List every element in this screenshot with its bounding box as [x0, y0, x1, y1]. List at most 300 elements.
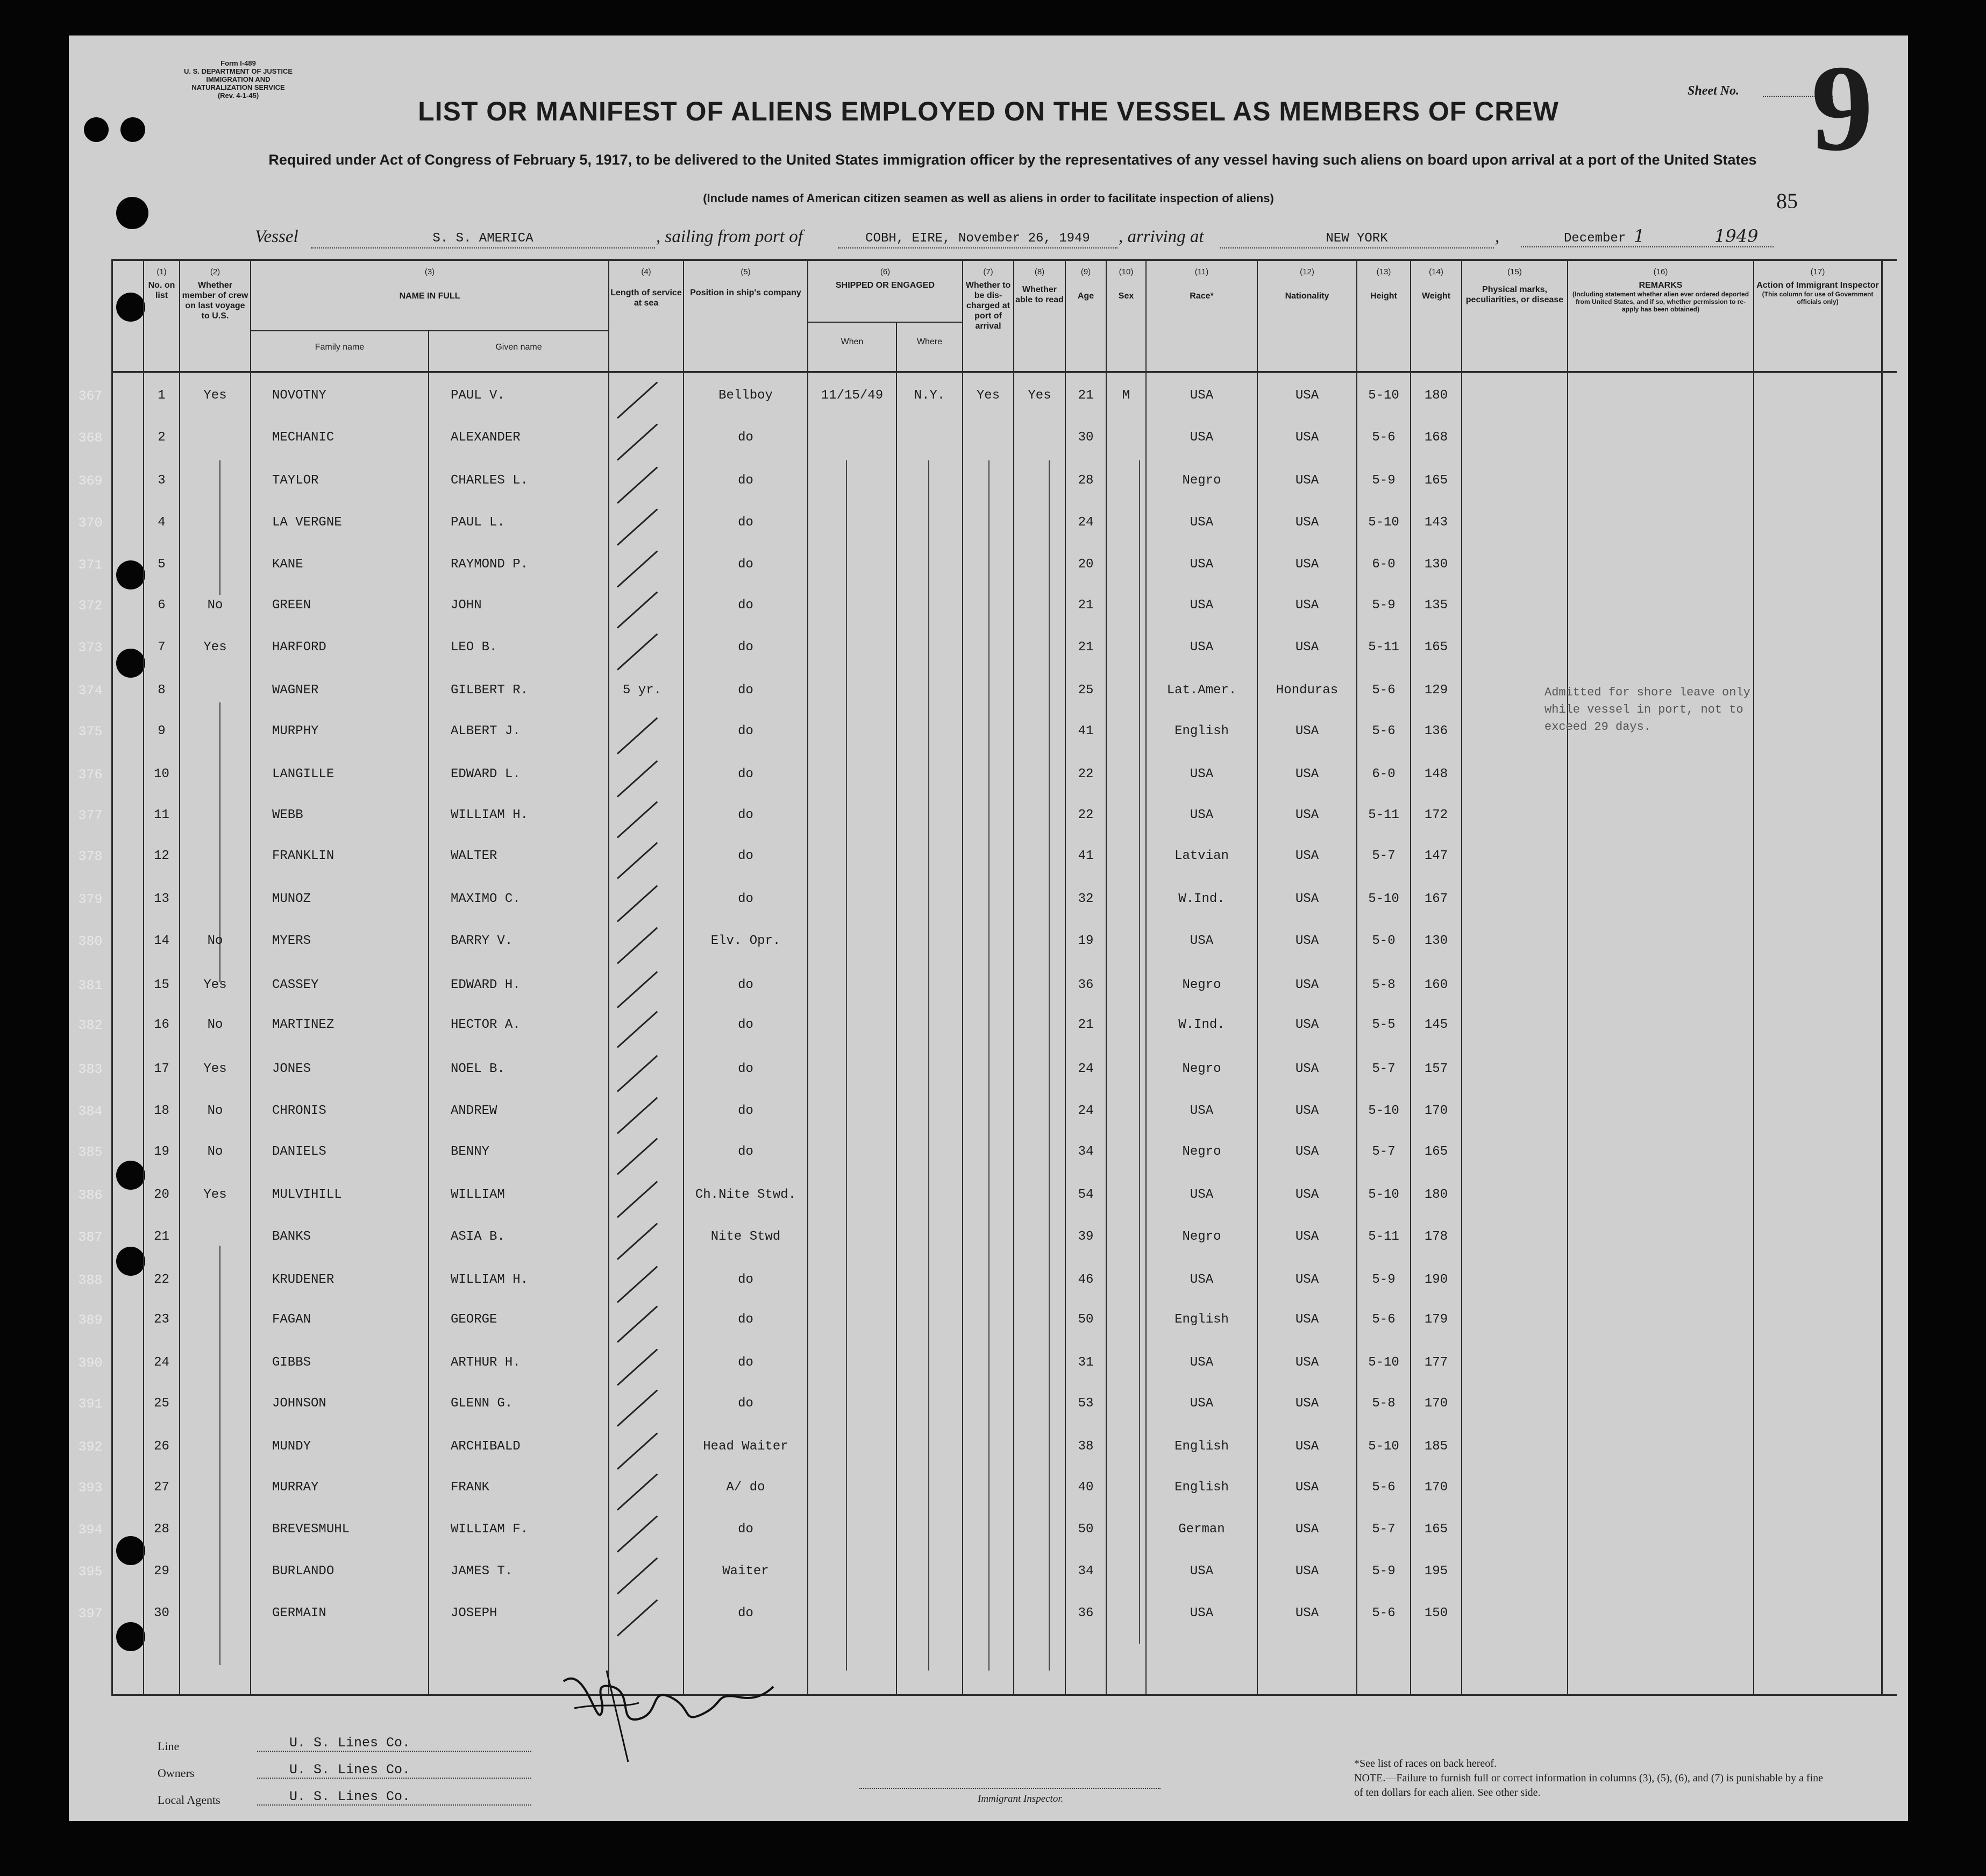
table-row — [69, 1145, 1908, 1182]
cell-line: 368 — [78, 430, 103, 446]
cell-position: do — [738, 1355, 753, 1370]
cell-family: HARFORD — [272, 640, 326, 655]
table-row — [69, 430, 1908, 468]
cell-no: 19 — [154, 1145, 169, 1159]
cell-given: WILLIAM F. — [451, 1522, 529, 1537]
cell-race: USA — [1190, 1396, 1214, 1411]
cell-height: 5-6 — [1372, 430, 1396, 445]
cell-given: ANDREW — [451, 1104, 497, 1118]
cell-height: 5-11 — [1368, 640, 1399, 655]
cell-given: GILBERT R. — [451, 683, 529, 698]
inspector-label: Immigrant Inspector. — [978, 1793, 1064, 1804]
cell-race: Negro — [1182, 978, 1221, 992]
cell-race: W.Ind. — [1178, 892, 1225, 906]
cell-height: 5-9 — [1372, 1273, 1396, 1287]
cell-position: do — [738, 1273, 753, 1287]
cell-nationality: USA — [1295, 1018, 1319, 1032]
cell-line: 387 — [78, 1230, 103, 1245]
cell-height: 5-7 — [1372, 1145, 1396, 1159]
cell-family: LANGILLE — [272, 767, 334, 781]
arriving-port: NEW YORK — [1220, 231, 1494, 248]
cell-age: 24 — [1078, 1062, 1094, 1076]
cell-given: WILLIAM H. — [451, 808, 529, 822]
cell-no: 20 — [154, 1188, 169, 1202]
penalty-note: NOTE.—Failure to furnish full or correct information in columns (3), (5), (6), and (7) is punishable by a fine of ten dollars for each alien. See other side. — [1354, 1772, 1824, 1799]
cell-given: ALBERT J. — [451, 724, 521, 738]
cell-weight: 165 — [1424, 1145, 1448, 1159]
cell-given: BENNY — [451, 1145, 490, 1159]
cell-given: JAMES T. — [451, 1564, 513, 1579]
cell-nationality: USA — [1295, 1273, 1319, 1287]
cell-height: 5-9 — [1372, 1564, 1396, 1579]
cell-nationality: USA — [1295, 1396, 1319, 1411]
cell-line: 391 — [78, 1396, 103, 1412]
cell-race: Latvian — [1174, 849, 1229, 863]
cell-family: MULVIHILL — [272, 1188, 342, 1202]
cell-age: 41 — [1078, 849, 1094, 863]
cell-age: 30 — [1078, 430, 1094, 445]
col-header-nationality: (12) Nationality — [1285, 267, 1329, 301]
cell-family: MECHANIC — [272, 430, 334, 445]
cell-family: GERMAIN — [272, 1606, 326, 1621]
cell-given: WILLIAM — [451, 1188, 505, 1202]
vessel-label: Vessel — [255, 227, 298, 246]
cell-weight: 165 — [1424, 473, 1448, 488]
cell-family: TAYLOR — [272, 473, 319, 488]
col-header-age: (9) Age — [1077, 267, 1094, 301]
cell-height: 5-9 — [1372, 598, 1396, 613]
table-row — [69, 934, 1908, 971]
cell-age: 38 — [1078, 1439, 1094, 1454]
col-header-when: When — [841, 337, 864, 346]
cell-nationality: USA — [1295, 388, 1319, 403]
table-top-border — [111, 259, 1897, 261]
cell-given: GLENN G. — [451, 1396, 513, 1411]
col-header-previous-voyage: (2) Whether member of crew on last voyage to U.S. — [182, 267, 248, 321]
cell-prev: No — [207, 1104, 223, 1118]
table-row — [69, 557, 1908, 595]
service-slash-mark — [617, 1266, 658, 1303]
form-department: U. S. DEPARTMENT OF JUSTICE — [184, 67, 293, 75]
table-row — [69, 388, 1908, 426]
cell-given: ARTHUR H. — [451, 1355, 521, 1370]
cell-prev: No — [207, 1018, 223, 1032]
include-note: (Include names of American citizen seamen as well as aliens in order to facilitate inspection of aliens) — [703, 191, 1274, 205]
sheet-number: 9 — [1811, 39, 1873, 176]
arrival-year: 1949 — [1714, 226, 1759, 246]
cell-nationality: USA — [1295, 978, 1319, 992]
cell-weight: 168 — [1424, 430, 1448, 445]
cell-weight: 143 — [1424, 515, 1448, 530]
cell-nationality: USA — [1295, 1145, 1319, 1159]
header-bottom-border — [111, 371, 1897, 373]
cell-weight: 135 — [1424, 598, 1448, 613]
service-slash-mark — [617, 1389, 658, 1426]
cell-family: WAGNER — [272, 683, 319, 698]
cell-given: JOSEPH — [451, 1606, 497, 1621]
service-slash-mark — [617, 1515, 658, 1552]
cell-position: do — [738, 598, 753, 613]
cell-family: BURLANDO — [272, 1564, 334, 1579]
name-subheader-line — [250, 330, 608, 331]
cell-weight: 170 — [1424, 1104, 1448, 1118]
cell-height: 5-9 — [1372, 473, 1396, 488]
cell-age: 21 — [1078, 1018, 1094, 1032]
service-slash-mark — [617, 885, 658, 922]
cell-height: 5-6 — [1372, 724, 1396, 738]
col-header-able-to-read: (8) Whether able to read — [1015, 267, 1064, 304]
cell-no: 16 — [154, 1018, 169, 1032]
cell-race: USA — [1190, 1606, 1214, 1621]
col-header-where: Where — [916, 337, 943, 346]
cell-weight: 180 — [1424, 1188, 1448, 1202]
cell-age: 22 — [1078, 767, 1094, 781]
cell-position: do — [738, 724, 753, 738]
cell-nationality: USA — [1295, 1062, 1319, 1076]
table-bottom-border — [111, 1694, 1897, 1696]
cell-given: HECTOR A. — [451, 1018, 521, 1032]
cell-nationality: USA — [1295, 934, 1319, 948]
cell-given: ARCHIBALD — [451, 1439, 521, 1454]
cell-given: BARRY V. — [451, 934, 513, 948]
cell-line: 370 — [78, 515, 103, 531]
cell-sex: M — [1122, 388, 1130, 403]
col-header-sex: (10) Sex — [1118, 267, 1134, 301]
cell-no: 3 — [158, 473, 166, 488]
sailing-label: , sailing from port of — [656, 227, 803, 246]
cell-family: WEBB — [272, 808, 303, 822]
cell-weight: 148 — [1424, 767, 1448, 781]
service-slash-mark — [617, 1599, 658, 1636]
cell-given: ALEXANDER — [451, 430, 521, 445]
cell-line: 371 — [78, 557, 103, 573]
cell-prev: No — [207, 934, 223, 948]
cell-family: GREEN — [272, 598, 311, 613]
cell-position: do — [738, 1606, 753, 1621]
cell-age: 39 — [1078, 1230, 1094, 1244]
cell-height: 5-10 — [1368, 388, 1399, 403]
cell-height: 6-0 — [1372, 557, 1396, 572]
cell-no: 28 — [154, 1522, 169, 1537]
cell-age: 50 — [1078, 1312, 1094, 1327]
cell-no: 23 — [154, 1312, 169, 1327]
col-header-name: (3) NAME IN FULL — [399, 267, 460, 301]
cell-nationality: USA — [1295, 1606, 1319, 1621]
cell-given: WALTER — [451, 849, 497, 863]
cell-family: NOVOTNY — [272, 388, 326, 403]
cell-position: do — [738, 892, 753, 906]
cell-nationality: USA — [1295, 640, 1319, 655]
table-row — [69, 515, 1908, 553]
cell-height: 5-11 — [1368, 808, 1399, 822]
cell-height: 5-0 — [1372, 934, 1396, 948]
service-slash-mark — [617, 1305, 658, 1342]
table-row — [69, 598, 1908, 636]
manifest-sheet — [69, 35, 1908, 1821]
cell-weight: 195 — [1424, 1564, 1448, 1579]
cell-height: 5-6 — [1372, 683, 1396, 698]
cell-position: Bellboy — [718, 388, 773, 403]
cell-line: 375 — [78, 724, 103, 740]
table-row — [69, 1606, 1908, 1644]
cell-position: do — [738, 1396, 753, 1411]
cell-age: 34 — [1078, 1145, 1094, 1159]
cell-no: 14 — [154, 934, 169, 948]
cell-given: RAYMOND P. — [451, 557, 529, 572]
cell-race: USA — [1190, 598, 1214, 613]
agents-value: U. S. Lines Co. — [257, 1789, 531, 1806]
cell-weight: 170 — [1424, 1480, 1448, 1495]
col-header-given-name: Given name — [495, 343, 542, 352]
page-number: 85 — [1776, 189, 1798, 213]
cell-position: do — [738, 1145, 753, 1159]
cell-race: Negro — [1182, 473, 1221, 488]
cell-position: Head Waiter — [703, 1439, 788, 1454]
cell-line: 385 — [78, 1145, 103, 1160]
cell-nationality: USA — [1295, 1312, 1319, 1327]
cell-height: 5-7 — [1372, 1522, 1396, 1537]
line-value: U. S. Lines Co. — [257, 1735, 531, 1752]
cell-height: 5-6 — [1372, 1312, 1396, 1327]
cell-prev: No — [207, 598, 223, 613]
cell-no: 29 — [154, 1564, 169, 1579]
cell-weight: 167 — [1424, 892, 1448, 906]
inspector-signature-line — [859, 1788, 1161, 1789]
cell-age: 28 — [1078, 473, 1094, 488]
table-row — [69, 1396, 1908, 1434]
table-row — [69, 473, 1908, 511]
form-revision: (Rev. 4-1-45) — [217, 91, 259, 100]
cell-line: 380 — [78, 934, 103, 949]
cell-no: 27 — [154, 1480, 169, 1495]
col-header-position: (5) Position in ship's company — [690, 267, 801, 297]
cell-no: 12 — [154, 849, 169, 863]
cell-family: MARTINEZ — [272, 1018, 334, 1032]
cell-position: do — [738, 557, 753, 572]
cell-position: do — [738, 515, 753, 530]
table-row — [69, 1312, 1908, 1350]
cell-no: 2 — [158, 430, 166, 445]
table-row — [69, 1439, 1908, 1477]
service-slash-mark — [617, 591, 658, 628]
cell-line: 376 — [78, 767, 103, 783]
cell-race: USA — [1190, 934, 1214, 948]
cell-race: USA — [1190, 1355, 1214, 1370]
cell-family: LA VERGNE — [272, 515, 342, 530]
table-row — [69, 1018, 1908, 1055]
footer-notes — [1354, 1757, 1827, 1800]
cell-position: do — [738, 1062, 753, 1076]
races-note: *See list of races on back hereof. — [1354, 1758, 1497, 1770]
cell-position: do — [738, 978, 753, 992]
cell-no: 25 — [154, 1396, 169, 1411]
remark-shore-leave: Admitted for shore leave only while vessel in port, not to exceed 29 days. — [1544, 686, 1750, 734]
vessel-name: S. S. AMERICA — [311, 231, 655, 248]
cell-family: MYERS — [272, 934, 311, 948]
cell-position: do — [738, 1104, 753, 1118]
cell-weight: 179 — [1424, 1312, 1448, 1327]
cell-family: DANIELS — [272, 1145, 326, 1159]
cell-age: 32 — [1078, 892, 1094, 906]
service-slash-mark — [617, 508, 658, 545]
form-service: IMMIGRATION AND NATURALIZATION SERVICE — [191, 75, 285, 91]
service-slash-mark — [617, 423, 658, 460]
cell-age: 20 — [1078, 557, 1094, 572]
cell-line: 390 — [78, 1355, 103, 1371]
cell-nationality: USA — [1295, 1522, 1319, 1537]
cell-height: 5-6 — [1372, 1606, 1396, 1621]
cell-height: 5-11 — [1368, 1230, 1399, 1244]
cell-race: Negro — [1182, 1062, 1221, 1076]
col-header-remarks: (16) REMARKS (Including statement whether alien ever ordered deported from United States, and if so, whether permission to re-apply has been obtained) — [1572, 267, 1749, 313]
service-slash-mark — [617, 971, 658, 1008]
cell-position: do — [738, 1522, 753, 1537]
service-slash-mark — [617, 381, 658, 418]
table-row — [69, 978, 1908, 1015]
cell-height: 6-0 — [1372, 767, 1396, 781]
cell-race: USA — [1190, 1564, 1214, 1579]
cell-age: 22 — [1078, 808, 1094, 822]
sailing-port: COBH, EIRE, November 26, 1949 — [838, 231, 1117, 248]
cell-weight: 170 — [1424, 1396, 1448, 1411]
table-row — [69, 1522, 1908, 1560]
cell-family: CASSEY — [272, 978, 319, 992]
cell-nationality: USA — [1295, 892, 1319, 906]
cell-prev: Yes — [203, 388, 227, 403]
owners-value: U. S. Lines Co. — [257, 1762, 531, 1779]
cell-no: 8 — [158, 683, 166, 698]
cell-nationality: USA — [1295, 430, 1319, 445]
cell-age: 41 — [1078, 724, 1094, 738]
cell-given: JOHN — [451, 598, 482, 613]
cell-height: 5-7 — [1372, 1062, 1396, 1076]
cell-given: PAUL V. — [451, 388, 505, 403]
cell-height: 5-10 — [1368, 892, 1399, 906]
cell-weight: 145 — [1424, 1018, 1448, 1032]
cell-no: 21 — [154, 1230, 169, 1244]
cell-weight: 177 — [1424, 1355, 1448, 1370]
service-slash-mark — [617, 801, 658, 838]
cell-age: 31 — [1078, 1355, 1094, 1370]
cell-no: 13 — [154, 892, 169, 906]
cell-age: 53 — [1078, 1396, 1094, 1411]
cell-family: GIBBS — [272, 1355, 311, 1370]
cell-height: 5-10 — [1368, 1355, 1399, 1370]
cell-nationality: USA — [1295, 515, 1319, 530]
cell-age: 25 — [1078, 683, 1094, 698]
cell-no: 18 — [154, 1104, 169, 1118]
service-slash-mark — [617, 1432, 658, 1469]
cell-no: 4 — [158, 515, 166, 530]
cell-no: 26 — [154, 1439, 169, 1454]
cell-height: 5-10 — [1368, 1188, 1399, 1202]
punch-hole — [116, 293, 145, 322]
table-row — [69, 1355, 1908, 1393]
cell-nationality: USA — [1295, 767, 1319, 781]
cell-race: English — [1174, 724, 1229, 738]
cell-age: 21 — [1078, 388, 1094, 403]
cell-given: EDWARD H. — [451, 978, 521, 992]
arriving-label: , arriving at — [1119, 227, 1204, 246]
cell-no: 10 — [154, 767, 169, 781]
cell-line: 383 — [78, 1062, 103, 1077]
table-row — [69, 808, 1908, 845]
cell-line: 395 — [78, 1564, 103, 1580]
col-header-race: (11) Race* — [1190, 267, 1214, 301]
cell-line: 372 — [78, 598, 103, 614]
table-row — [69, 1564, 1908, 1602]
cell-race: USA — [1190, 767, 1214, 781]
cell-line: 373 — [78, 640, 103, 656]
cell-position: Nite Stwd — [710, 1230, 781, 1244]
table-row — [69, 1188, 1908, 1225]
col-header-family-name: Family name — [315, 343, 365, 352]
cell-where: N.Y. — [914, 388, 945, 403]
cell-family: BANKS — [272, 1230, 311, 1244]
arrival-day: 1 — [1634, 226, 1645, 246]
cell-race: USA — [1190, 557, 1214, 572]
cell-family: FAGAN — [272, 1312, 311, 1327]
cell-family: CHRONIS — [272, 1104, 326, 1118]
table-row — [69, 1480, 1908, 1518]
col-header-height: (13) Height — [1370, 267, 1397, 301]
cell-weight: 180 — [1424, 388, 1448, 403]
col-header-inspector-action: (17) Action of Immigrant Inspector (This column for use of Government officials only) — [1756, 267, 1879, 305]
sheet-label: Sheet No. — [1688, 84, 1739, 98]
cell-height: 5-10 — [1368, 1439, 1399, 1454]
cell-height: 5-8 — [1372, 978, 1396, 992]
service-slash-mark — [617, 842, 658, 879]
cell-family: MUNDY — [272, 1439, 311, 1454]
cell-nationality: USA — [1295, 1188, 1319, 1202]
col-header-shipped: (6) SHIPPED OR ENGAGED — [835, 267, 935, 290]
cell-no: 30 — [154, 1606, 169, 1621]
cell-line: 388 — [78, 1273, 103, 1288]
cell-line: 379 — [78, 892, 103, 907]
cell-weight: 136 — [1424, 724, 1448, 738]
cell-prev: No — [207, 1145, 223, 1159]
cell-no: 24 — [154, 1355, 169, 1370]
cell-race: USA — [1190, 640, 1214, 655]
cell-age: 19 — [1078, 934, 1094, 948]
cell-given: LEO B. — [451, 640, 497, 655]
cell-prev: Yes — [203, 1188, 227, 1202]
cell-nationality: USA — [1295, 473, 1319, 488]
service-slash-mark — [617, 1181, 658, 1218]
cell-given: FRANK — [451, 1480, 490, 1495]
cell-line: 369 — [78, 473, 103, 489]
cell-given: ASIA B. — [451, 1230, 505, 1244]
service-slash-mark — [617, 1011, 658, 1048]
cell-position: A/ do — [726, 1480, 765, 1495]
cell-position: do — [738, 849, 753, 863]
col-header-physical-marks: (15) Physical marks, peculiarities, or disease — [1465, 267, 1564, 304]
service-slash-mark — [617, 1097, 658, 1134]
cell-line: 389 — [78, 1312, 103, 1328]
cell-race: USA — [1190, 1188, 1214, 1202]
service-slash-mark — [617, 1473, 658, 1510]
cell-position: do — [738, 1018, 753, 1032]
col-header-service-length: (4) Length of service at sea — [610, 267, 682, 308]
cell-nationality: USA — [1295, 1355, 1319, 1370]
service-slash-mark — [617, 717, 658, 754]
col-header-no: (1) No. on list — [148, 267, 175, 300]
cell-line: 393 — [78, 1480, 103, 1496]
arrival-month: December — [1521, 231, 1774, 247]
cell-given: NOEL B. — [451, 1062, 505, 1076]
cell-line: 374 — [78, 683, 103, 699]
cell-no: 7 — [158, 640, 166, 655]
